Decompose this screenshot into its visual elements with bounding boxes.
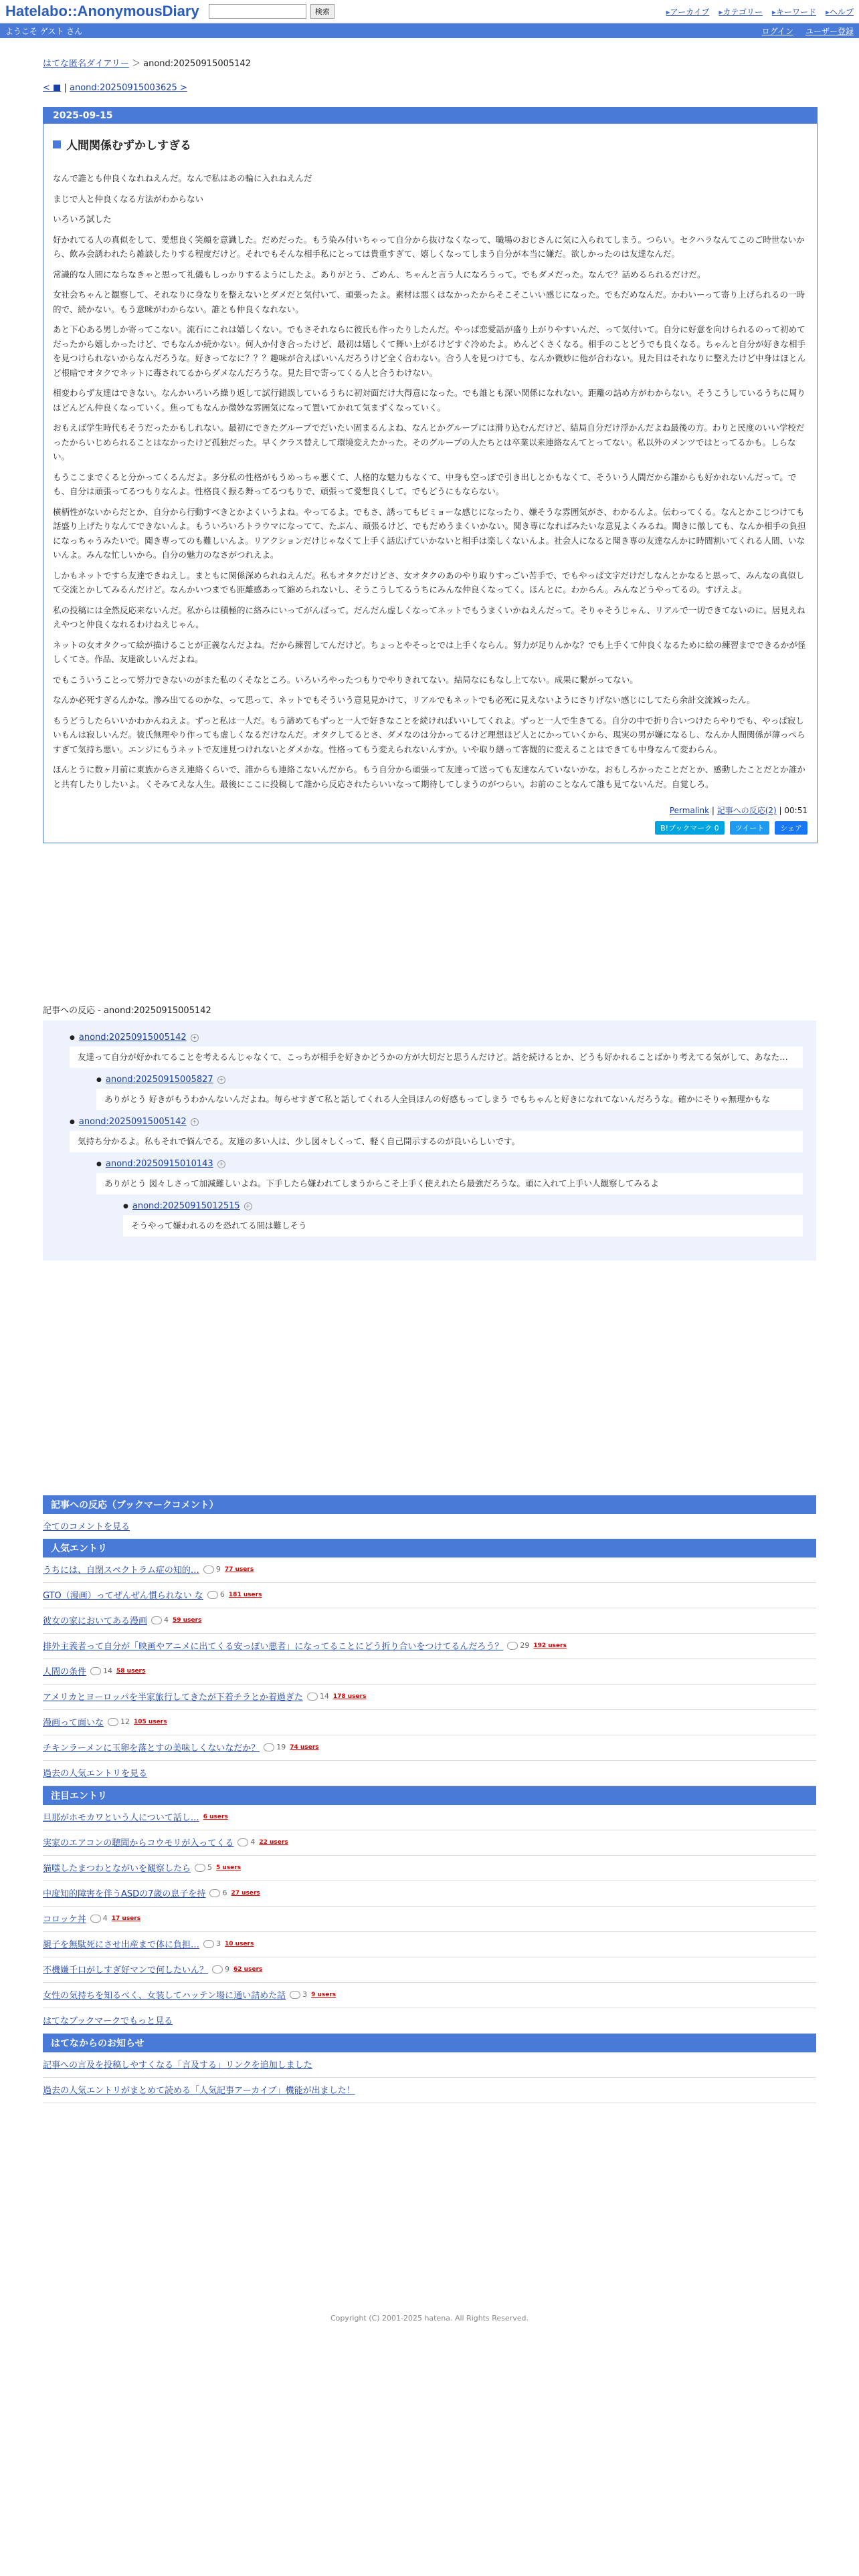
comment-count-icon: 3 <box>203 1939 221 1948</box>
popular-list <box>43 1558 816 1761</box>
reaction-head <box>96 1159 803 1169</box>
user-bar <box>0 23 859 38</box>
reaction-link[interactable]: anond:20250915005827 <box>105 1075 213 1085</box>
post-time: 00:51 <box>784 806 807 815</box>
article-paragraph: なんか必死すぎるんかな。滲み出てるのかな、って思って、ネットでもそういう意見見かけて、リアルでもネットでも必死に見えないようにさりげない感じにしてたら余計交流減ったん。 <box>53 695 755 705</box>
reaction-link[interactable]: anond:20250915010143 <box>105 1159 213 1169</box>
comment-count-icon: 14 <box>307 1692 329 1701</box>
popular-entry-link[interactable]: 人間の条件 <box>43 1667 87 1677</box>
article-paragraph: もうここまでくると分かってくるんだよ。多分私の性格がもうめっちゃ悪くて、人格的な魅力もなくて、中身も空っぽで引き出しとかもなくて、そういう人間だから誰からも好かれないんだって。でも、自分は頑張ってるつもりなんよ。性格良く振る舞ってるつもりで、頑張って愛想良くして。でもどうにもならない。 <box>53 471 797 496</box>
reaction-head <box>70 1033 803 1043</box>
popular-entry-item <box>43 1735 816 1761</box>
notice-item[interactable]: 記事への言及を投稿しやすくなる「言及する」リンクを追加しました <box>43 2060 312 2070</box>
reaction-thread <box>70 1033 803 1068</box>
popular-more-link[interactable]: 過去の人気エントリを見る <box>43 1769 148 1779</box>
next-entry-link[interactable]: anond:20250915003625 > <box>69 83 187 93</box>
search-button[interactable]: 検索 <box>310 4 335 19</box>
notice-item[interactable]: 過去の人気エントリがまとめて読める「人気記事アーカイブ」機能が出ました！ <box>43 2086 355 2096</box>
article-paragraph: おもえば学生時代もそうだったかもしれない。最初にできたグループでだいたい固まるんよね、なんとかグループには滑り込むんだけど、結局自分だけ浮かんだよね最後の方。わりと民度のいい学校だったからいじめられることはなかったけど孤独だった。早くクラス替えして環境変えたかった。そのグループの人たちとは卒業以来連絡なんてとってない。私以外のメンツではとってるかも。しらない。 <box>53 423 805 461</box>
breadcrumb <box>43 56 816 69</box>
reaction-head <box>123 1201 803 1211</box>
article-paragraph: まじで人と仲良くなる方法がわからない <box>53 193 204 204</box>
header-links <box>666 6 854 17</box>
comment-count-icon: 9 <box>203 1565 221 1574</box>
attention-more-link[interactable]: はてなブックマークでもっと見る <box>43 2016 173 2026</box>
bookmark-users-badge[interactable]: 181 users <box>228 1591 262 1598</box>
attention-entry-item <box>43 1856 816 1881</box>
bullet-icon: ● <box>96 1160 102 1168</box>
comment-count-icon: 5 <box>195 1863 212 1872</box>
bookmark-users-badge[interactable]: 9 users <box>311 1991 337 1998</box>
popular-entry-item <box>43 1634 816 1659</box>
permalink[interactable]: Permalink <box>669 806 710 815</box>
expand-icon[interactable]: + <box>191 1034 199 1042</box>
attention-entry-link[interactable]: コロッケ丼 <box>43 1915 86 1925</box>
popular-entry-item <box>43 1710 816 1735</box>
reaction-excerpt: 友達って自分が好かれてることを考えるんじゃなくて、こっちが相手を好きかどうかの方が大切だと思うんだけど。話を続けるとか、どうも好かれることばかり考えてる気がして、あなた… <box>70 1047 803 1068</box>
bookmark-users-badge[interactable]: 59 users <box>173 1616 202 1624</box>
all-comments-link[interactable]: 全てのコメントを見る <box>43 1522 130 1532</box>
reaction-excerpt: 気持ち分かるよ。私もそれで悩んでる。友達の多い人は、少し図々しくって、軽く自己開示するのが良いらしいです。 <box>70 1131 803 1152</box>
bookmark-section <box>43 1495 816 2103</box>
expand-icon[interactable]: + <box>217 1160 225 1168</box>
reactions-label: 記事への反応 - anond:20250915005142 <box>43 1006 211 1016</box>
attention-entry-item <box>43 1932 816 1957</box>
comment-count-icon: 19 <box>264 1743 286 1751</box>
reaction-thread <box>96 1159 803 1194</box>
article-paragraph: ネットの女オタクって絵が描けることが正義なんだよね。だから練習してんだけど。ちょっとやそっとでは上手くならん。努力が足りんかな？でも上手くて仲良くなるために絵の練習までできるかが怪しくてさ。作品、友達欲しいんだよね。 <box>53 639 806 664</box>
popular-entry-item <box>43 1583 816 1608</box>
reaction-thread <box>123 1201 803 1237</box>
bullet-icon: ● <box>70 1118 75 1125</box>
attention-entry-link[interactable]: 旦那がホモカワという人について話し… <box>43 1813 199 1823</box>
attention-entries-title: 注目エントリ <box>43 1786 816 1805</box>
top-header <box>0 0 859 23</box>
welcome-text: ようこそ ゲスト さん <box>5 26 83 36</box>
reaction-link[interactable]: anond:20250915012515 <box>132 1201 240 1211</box>
popular-entry-link[interactable]: アメリカとヨーロッパを半家旅行してきたが下着チラとか着過ぎた <box>43 1693 303 1703</box>
keyword-link[interactable]: ▸ キーワード <box>772 6 816 17</box>
comment-count-icon: 6 <box>209 1889 227 1897</box>
bookmark-users-badge[interactable]: 5 users <box>216 1864 242 1871</box>
breadcrumb-current: anond:20250915005142 <box>143 59 251 69</box>
bookmark-comments-title: 記事への反応（ブックマークコメント） <box>43 1495 816 1514</box>
comment-count-icon: 3 <box>290 1990 307 1999</box>
footer-copyright: Copyright (C) 2001-2025 hatena. All Rights Reserved. <box>330 2314 529 2323</box>
attention-list <box>43 1805 816 2008</box>
reaction-head <box>96 1075 803 1085</box>
bookmark-users-badge[interactable]: 22 users <box>259 1838 288 1846</box>
search-input[interactable] <box>209 4 306 19</box>
bookmark-users-badge[interactable]: 105 users <box>134 1718 167 1725</box>
popular-entry-item <box>43 1558 816 1583</box>
article-body <box>53 171 807 791</box>
article-paragraph: ほんとうに数ヶ月前に東族からさえ連絡くらいで、誰からも連絡こないんだから。もう自分から頑張って友達って送っても友達なんていないかな。おもしろかったことだとか、感動したことだとか誰かと共有したりしたいよ。くそみてえな人生。最後にここに投稿して誰から反応されたらいいなって期待してしまうのがつらい。お前のことなんて誰も見てないんだ。自覚しろ。 <box>53 764 805 789</box>
popular-entry-link[interactable]: うちには、自閉スペクトラム症の知的… <box>43 1566 199 1576</box>
site-logo[interactable]: Hatelabo::AnonymousDiary <box>5 3 199 19</box>
help-link[interactable]: ▸ ヘルプ <box>826 6 854 17</box>
bookmark-users-badge[interactable]: 74 users <box>290 1743 319 1751</box>
article-paragraph: 好かれてる人の真似をして、愛想良く笑顔を意識した。だめだった。もう染み付いちゃって自分から抜けなくなって、職場のおじさんに気に入られてしまう。つらい。セクハラなんてこのご時世ないから、飲み会誘われたら雑談したりする程度だけど。それでもそんな相手私にとっては貴重すぎて、嬉しくなってしまう自分が本当に嫌だ。欲しかったのは友達なんだ。 <box>53 234 805 259</box>
facebook-share-button[interactable]: シェア <box>775 821 807 835</box>
attention-entry-link[interactable]: 猫嗤したまつわとながいを観察したら <box>43 1864 191 1874</box>
breadcrumb-sep: ＞ <box>131 59 140 69</box>
article-paragraph: なんで誰とも仲良くなれねえんだ。なんで私はあの輪に入れねえんだ <box>53 173 312 183</box>
attention-entry-item <box>43 1907 816 1932</box>
reaction-excerpt: ありがとう 好きがもうわかんないんだよね。毎らせすぎて私と話してくれる人全員ほんの好感もってしまう でもちゃんと好きになれてないんだろうな。確かにそりゃ無理かもな <box>96 1089 803 1110</box>
comment-count-icon: 12 <box>108 1717 130 1726</box>
popular-entry-link[interactable]: 漫画って面いな <box>43 1718 104 1728</box>
attention-entry-item <box>43 1830 816 1856</box>
archive-link[interactable]: ▸ アーカイブ <box>666 6 710 17</box>
reaction-threads <box>43 1021 816 1261</box>
hatena-bookmark-button[interactable]: B!ブックマーク 0 <box>655 821 725 835</box>
bullet-icon: ● <box>123 1202 128 1210</box>
reaction-excerpt: そうやって嫌われるのを恐れてる間は難しそう <box>123 1215 803 1237</box>
article-paragraph: 女社会ちゃんと観察して、それなりに身なりを整えないとダメだと気付いて、頑張ったよ。素材は悪くはなかったからそこそこいい感じになった。でもだめなんだ。かわいーって寄り上げられるの一時的で、続かない。もう意味がわからない。誰とも仲良くなれない。 <box>53 290 805 314</box>
reaction-link[interactable]: anond:20250915005142 <box>78 1117 187 1127</box>
article <box>43 107 818 843</box>
notice-title: はてなからのお知らせ <box>43 2034 816 2052</box>
bookmark-users-badge[interactable]: 77 users <box>224 1566 254 1573</box>
article-paragraph: しかもネットですら友達できねえし。まともに関係深められねえんだ。私もオタクだけどさ、女オタクのあのやり取りすっごい苦手で、でもやっぱ文字だけだしなんとかなると思って、みんなの真似して交流とかしてみるんだけど。なんかいつまでも距離感あって縮められないし、そうこうしてるうちにみんな仲良くなってく。ほんとに。わからん。みんなどうやってるの。すげえよ。 <box>53 570 805 595</box>
article-paragraph: でもこういうことって努力できないのがまた私のくそなところ。いろいろやったつもりでやりきれてない。結局なにもなし上てない。成果に繋がってない。 <box>53 674 638 685</box>
tweet-button[interactable]: ツイート <box>730 821 769 835</box>
comment-count-icon: 29 <box>507 1641 529 1650</box>
article-paragraph: もうどうしたらいいかわかんねえよ。ずっと私は一人だ。もう諦めてもずっと一人で好きなことを続ければいいしてくれよ。ずっと一人で生きてる。自分の中で折り合いつけたらやりでも、やっぱ寂しいもんは寂しいんだ。彼氏無理やり作っても虚しくなるだけなんだ。オタクしてるとさ、ダメなのは分かってるけど理想ほど人とにかっていくから、現実の男が嫌になるし、なんか人間関係が薄っぺらすぎて気持ち悪い。エンジにもうネットで友達見つけれないとダメかな。性格ってもう変えられないんすか。いや取り繕って客観的に変えることはできても中身なんて変わらん。 <box>53 715 805 754</box>
bookmark-users-badge[interactable]: 17 users <box>111 1915 141 1922</box>
article-paragraph: いろいろ試した <box>53 214 112 224</box>
bullet-icon: ● <box>70 1034 75 1041</box>
reactions-link[interactable]: 記事への反応(2) <box>717 806 777 815</box>
prev-entry-link[interactable]: < ■ <box>43 83 62 93</box>
attention-entry-link[interactable]: 不機嫌千口がしすぎ好マンで何したいん？ <box>43 1965 209 1975</box>
reaction-head <box>70 1117 803 1127</box>
comment-count-icon: 6 <box>207 1590 225 1599</box>
popular-entry-item <box>43 1608 816 1634</box>
attention-entry-item <box>43 1805 816 1830</box>
bookmark-users-badge[interactable]: 6 users <box>203 1813 228 1820</box>
attention-entry-link[interactable]: 親子を無駄死にさせ出産まで体に負担… <box>43 1940 200 1950</box>
bullet-icon: ● <box>96 1076 102 1083</box>
attention-entry-link[interactable]: 中度知的障害を伴うASDの7歳の息子を持 <box>43 1889 206 1899</box>
comment-count-icon: 9 <box>212 1965 229 1973</box>
attention-entry-item <box>43 1881 816 1907</box>
attention-entry-link[interactable]: 実家のエアコンの聴聞からコウモリが入ってくる <box>43 1838 234 1848</box>
article-paragraph: 相変わらず友達はできない。なんかいろいろ繰り返して試行錯誤しているうちに初対面だけ大得意になった。でも誰とも深い関係になれない。距離の詰め方がわからない。そうこうしているうちに周りはどんどん仲良くなっていく。焦ってもなんか微妙な雰囲気になって置いてかれて気まずくなっていく。 <box>53 388 806 413</box>
article-paragraph: 横柄性がないからだとか、自分から行動すべきとかよくいうよね。やってるよ。でもさ、誘ってもビミョーな感じになったり、嫌そうな雰囲気がさ、わかるんよ。伝わってくる。なんとかこじつけても話盛り上げたりなんてできないんよ。もういろいろトラウマになってて、たぶん、頑張るけど、でもだめうまくいかない。聞き専になればみたいな意見よくみるね。聞きに徹しても、なんか相手の負担になっちゃうみたいで。聞き専ってのも難しいんよ。リアクションだけじゃなくて上手く話広げていかないと相手は楽しくないんよ。社会人になると聞き専の友達なんかに時間割いてくれる人間、いないんよ。みんな忙しいから。自分の魅力のなさがつれえよ。 <box>53 506 806 560</box>
expand-icon[interactable]: + <box>191 1118 199 1126</box>
category-link[interactable]: ▸ カテゴリー <box>719 6 763 17</box>
reaction-link[interactable]: anond:20250915005142 <box>78 1033 187 1043</box>
popular-entries-title: 人気エントリ <box>43 1539 816 1558</box>
register-link[interactable]: ユーザー登録 <box>805 26 854 36</box>
bookmark-users-badge[interactable]: 10 users <box>225 1940 254 1947</box>
attention-entry-link[interactable]: 女性の気持ちを知るべく、女装してハッテン場に通い詰めた話 <box>43 1991 286 2001</box>
expand-icon[interactable]: + <box>217 1076 225 1084</box>
bookmark-users-badge[interactable]: 178 users <box>332 1693 367 1700</box>
article-date: 2025-09-15 <box>43 108 817 124</box>
attention-entry-item <box>43 1957 816 1983</box>
attention-entry-item <box>43 1983 816 2008</box>
bookmark-users-badge[interactable]: 192 users <box>533 1642 567 1649</box>
reaction-thread <box>70 1117 803 1152</box>
popular-entry-link[interactable]: 彼女の家においてある漫画 <box>43 1616 148 1626</box>
article-paragraph: 私の投稿には全然反応来ないんだ。私からは積極的に絡みにいってがんばって。だんだん虚しくなってネットでもうまくいかねえんだって。そりゃそうじゃん、リアルで一切できてないのに。居見えねえやつと仲良くなれるわけねえじゃん。 <box>53 605 805 629</box>
popular-entry-item <box>43 1659 816 1685</box>
article-title[interactable]: 人間関係むずかしすぎる <box>53 136 807 152</box>
comment-count-icon: 4 <box>151 1616 169 1624</box>
article-meta: Permalink | 記事への反応(2) | 00:51 <box>669 806 807 815</box>
article-paragraph: 常識的な人間にならなきゃと思って礼儀もしっかりするようにしたよ。ありがとう、ごめん、ちゃんと言う人になろうって。でもダメだった。なんで？話めるられるだけだ。 <box>53 269 706 280</box>
popular-entry-link[interactable]: GTO（漫画）ってぜんぜん慣られない な <box>43 1591 203 1601</box>
comment-count-icon: 4 <box>90 1914 108 1923</box>
breadcrumb-home[interactable]: はてな匿名ダイアリー <box>43 59 129 69</box>
bookmark-users-badge[interactable]: 58 users <box>116 1667 146 1675</box>
expand-icon[interactable]: + <box>244 1202 252 1210</box>
article-paragraph: あと下心ある男しか寄ってこない。流石にこれは嬉しくない。でもさそれならに彼氏も作ったりしたんだ。やっぱ恋愛話が盛り上がりやすいんだ、って気付いて。自分に好意を向けられるのって初めてだったから嬉しかったけど、でもなんか続かない。何人か付き合ったけど、最初は嬉しくて舞い上がるけどすぐ冷めたよ。めんどくさくなる。相手のことどうでも良くなる。ちゃんと自分が好きな相手を見つけられないからなんだろうな。好きってなに？？？趣味が合えばいいんだろうけど全く合わない。合う人を見つけても、なんか微妙に他が合わない。見た目はそれなりに整えたけど中身はほとんど根暗でオタクでネットに毒されてるからダメなんだろうな。見た目で寄ってくる人と合うわけない。 <box>53 324 806 378</box>
bookmark-users-badge[interactable]: 27 users <box>231 1889 260 1897</box>
popular-entry-link[interactable]: 排外主義者って自分が「映画やアニメに出てくる安っぽい悪者」になってることにどう折り合いをつけてるんだろう？ <box>43 1642 504 1652</box>
login-link[interactable]: ログイン <box>761 26 793 36</box>
comment-count-icon: 4 <box>237 1838 255 1846</box>
bookmark-users-badge[interactable]: 62 users <box>233 1965 263 1973</box>
pager-sep: | <box>64 83 67 93</box>
pager <box>43 83 816 93</box>
reaction-excerpt: ありがとう 図々しさって加減難しいよね。下手したら嫌われてしまうからこそ上手く使えれたら最強だろうな。頑に入れて上手い人観察してみるよ <box>96 1173 803 1194</box>
share-buttons <box>53 821 807 835</box>
reaction-thread <box>96 1075 803 1110</box>
popular-entry-link[interactable]: チキンラーメンに玉卵を落とすの美味しくないなだか？ <box>43 1743 260 1753</box>
comment-count-icon: 14 <box>90 1667 112 1675</box>
popular-entry-item <box>43 1685 816 1710</box>
